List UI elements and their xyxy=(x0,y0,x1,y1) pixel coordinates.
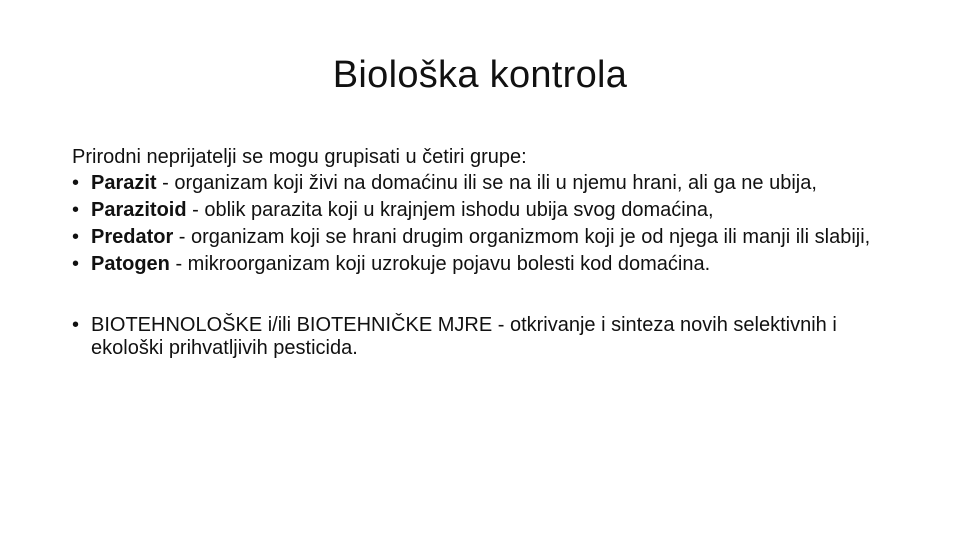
definition-parazitoid: - oblik parazita koji u krajnjem ishodu ubija svog domaćina, xyxy=(186,199,714,221)
bullet-marker: • xyxy=(72,253,80,275)
list-item-predator xyxy=(72,226,902,249)
definition-patogen: - mikroorganizam koji uzrokuje pojavu bolesti kod domaćina. xyxy=(169,253,711,275)
list-item-parazitoid xyxy=(72,199,902,222)
definition-predator: - organizam koji se hrani drugim organizmom koji je od njega ili manji ili slabiji, xyxy=(173,226,871,248)
spacer xyxy=(72,280,902,314)
term-patogen: Patogen xyxy=(91,253,170,275)
slide-body xyxy=(72,146,902,364)
bullet-marker: • xyxy=(72,172,80,194)
term-parazitoid: Parazitoid xyxy=(91,199,187,221)
slide-title: Biološka kontrola xyxy=(332,54,628,96)
list-item-patogen xyxy=(72,253,902,276)
extra-list xyxy=(72,314,902,360)
bullet-marker: • xyxy=(72,314,80,336)
list-item-biotehnoloske xyxy=(72,314,902,360)
intro-text: Prirodni neprijatelji se mogu grupisati u četiri grupe: xyxy=(72,146,527,168)
definition-parazit: - organizam koji živi na domaćinu ili se na ili u njemu hrani, ali ga ne ubija, xyxy=(156,172,817,194)
bullet-marker: • xyxy=(72,226,80,248)
enemy-groups-list xyxy=(72,172,902,276)
term-predator: Predator xyxy=(91,226,174,248)
bullet-marker: • xyxy=(72,199,80,221)
list-item-parazit xyxy=(72,172,902,195)
term-parazit: Parazit xyxy=(91,172,157,194)
biotehnoloske-text: BIOTEHNOLOŠKE i/ili BIOTEHNIČKE MJRE - otkrivanje i sinteza novih selektivnih i ekološki prihvatljivih pesticida. xyxy=(91,314,837,359)
